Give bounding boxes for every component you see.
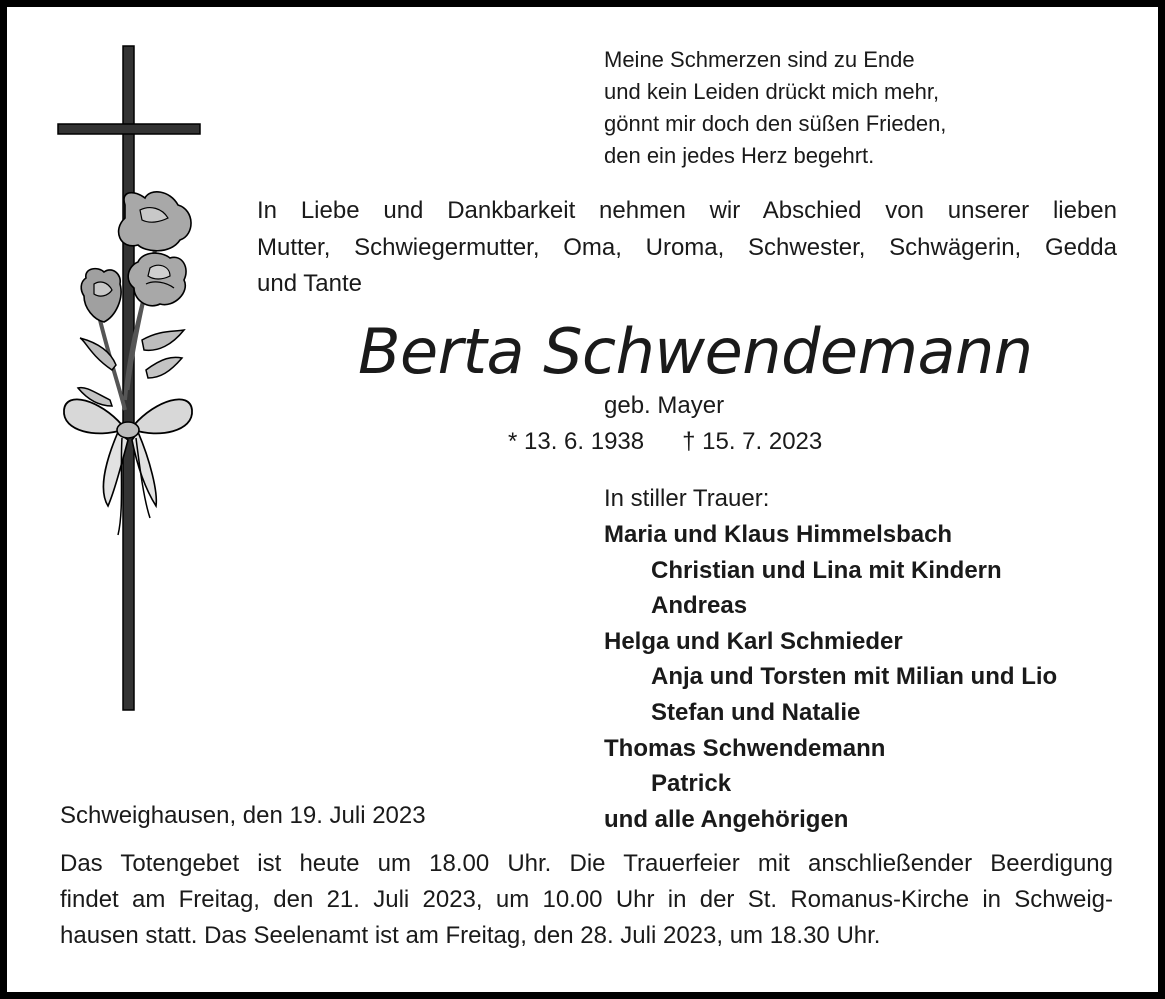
intro-line: und Tante bbox=[257, 270, 362, 297]
mourner-row: Thomas Schwendemann bbox=[604, 734, 886, 762]
mourner-row: Patrick bbox=[651, 770, 732, 798]
mourner-row: Christian und Lina mit Kindern bbox=[651, 556, 1002, 584]
poem bbox=[604, 44, 946, 172]
service-info bbox=[60, 846, 1113, 954]
mourners-list bbox=[604, 517, 1057, 837]
mourner-row: Helga und Karl Schmieder bbox=[604, 627, 903, 655]
mourner-row: Maria und Klaus Himmelsbach bbox=[604, 521, 953, 548]
birth-name: geb. Mayer bbox=[604, 392, 725, 419]
mourner-row: Stefan und Natalie bbox=[651, 698, 861, 726]
service-info-line: findet am Freitag, den 21. Juli 2023, um 10.00 Uhr in der St. Romanus-Kirche in Schweig- bbox=[60, 886, 1113, 913]
intro-line: Mutter, Schwiegermutter, Oma, Uroma, Schwester, Schwägerin, Gedda bbox=[257, 234, 1117, 261]
service-info-line: hausen statt. Das Seelenamt ist am Freitag, den 28. Juli 2023, um 18.30 Uhr. bbox=[60, 922, 881, 949]
cross-with-roses-icon bbox=[50, 40, 210, 720]
intro-line: In Liebe und Dankbarkeit nehmen wir Abschied von unserer lieben bbox=[257, 197, 1117, 224]
birth-date: * 13. 6. 1938 bbox=[508, 428, 645, 455]
poem-line: und kein Leiden drückt mich mehr, bbox=[604, 79, 940, 104]
intro-text bbox=[257, 192, 1117, 230]
mourner-row: und alle Angehörigen bbox=[604, 805, 849, 833]
life-dates bbox=[508, 425, 822, 459]
deceased-name: Berta Schwendemann bbox=[358, 315, 1033, 388]
poem-line: gönnt mir doch den süßen Frieden, bbox=[604, 111, 947, 136]
place-and-date: Schweighausen, den 19. Juli 2023 bbox=[60, 802, 426, 829]
poem-line: den ein jedes Herz begehrt. bbox=[604, 143, 875, 168]
service-info-line: Das Totengebet ist heute um 18.00 Uhr. Die Trauerfeier mit anschließender Beerdigung bbox=[60, 850, 1113, 877]
mourners-intro: In stiller Trauer: bbox=[604, 485, 770, 512]
mourner-row: Anja und Torsten mit Milian und Lio bbox=[651, 663, 1058, 691]
death-date: † 15. 7. 2023 bbox=[682, 428, 823, 455]
mourner-row: Andreas bbox=[651, 592, 748, 620]
poem-line: Meine Schmerzen sind zu Ende bbox=[604, 47, 915, 72]
